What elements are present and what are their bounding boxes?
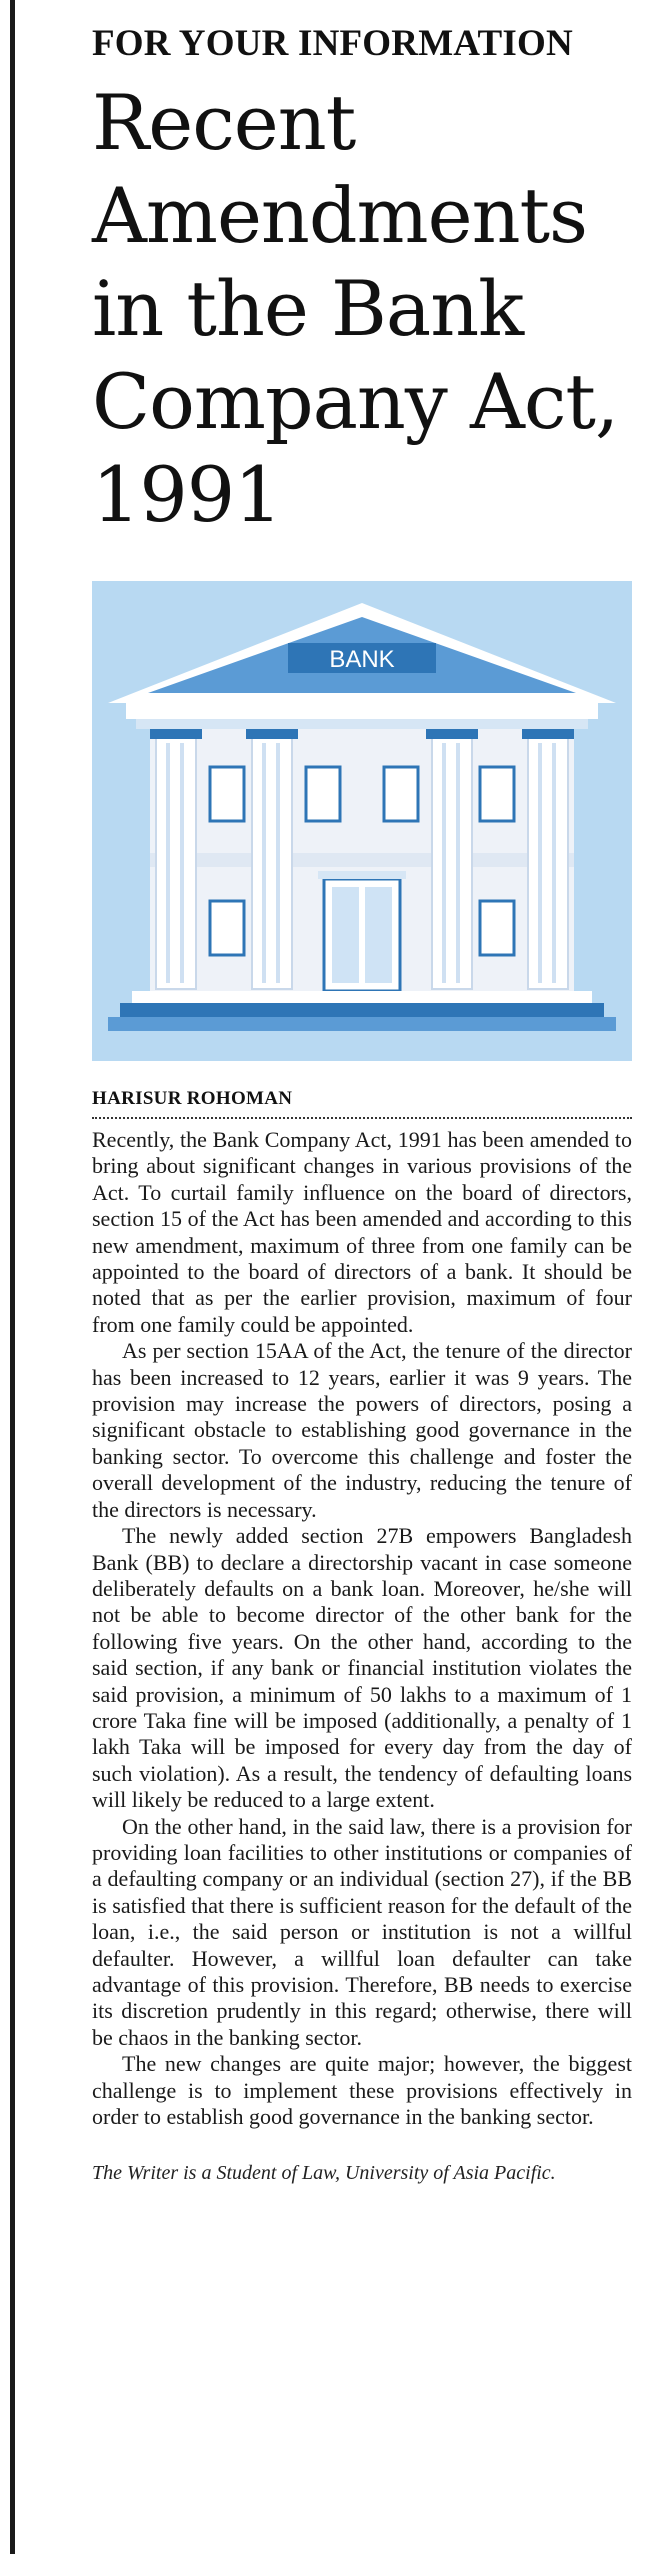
author-credit: The Writer is a Student of Law, University of Asia Pacific.	[92, 2162, 556, 2185]
section-kicker: FOR YOUR INFORMATION	[92, 23, 573, 64]
bank-building-icon	[92, 581, 632, 1061]
paragraph: Recently, the Bank Company Act, 1991 has been amended to bring about significant changes in various provisions of the Act. To curtail family influence on the board of directors, section 15 of the Act has been amended and according to this new amendment, maximum of three from one family can be appointed to the board of directors of a bank. It should be noted that as per the earlier provision, maximum of four from one family could be appointed.	[92, 1127, 632, 1337]
left-vertical-rule	[10, 0, 15, 2554]
article-column	[92, 0, 632, 2186]
step-1	[120, 1003, 604, 1017]
article-body	[92, 1127, 632, 2130]
dotted-divider	[92, 1117, 632, 1119]
paragraph: The newly added section 27B empowers Bangladesh Bank (BB) to declare a directorship vacant in case someone deliberately defaults on a bank loan. Moreover, he/she will not be able to become director of the other bank for the following five years. On the other hand, according to the said section, if any bank or financial institution violates the said provision, a minimum of 50 lakhs to a maximum of 1 crore Taka fine will be imposed (additionally, a penalty of 1 lakh Taka will be imposed for every day from the day of such violation). As a result, the tendency of defaulting loans will likely be reduced to a large extent.	[92, 1523, 632, 1813]
bank-sign-text: BANK	[329, 646, 395, 673]
byline: HARISUR ROHOMAN	[92, 1088, 293, 1109]
headline: Recent Amendments in the Bank Company Act, 1991	[92, 78, 619, 539]
paragraph: The new changes are quite major; however, the biggest challenge is to implement these provisions effectively in order to establish good governance in the banking sector.	[92, 2051, 632, 2130]
entablature	[126, 703, 598, 719]
base	[132, 991, 592, 1003]
paragraph: As per section 15AA of the Act, the tenure of the director has been increased to 12 years, earlier it was 9 years. The provision may increase the powers of directors, posing a significant obstacle to establishing good governance in the banking sector. To overcome this challenge and foster the overall development of the industry, reducing the tenure of the directors is necessary.	[92, 1338, 632, 1522]
step-2	[108, 1017, 616, 1031]
paragraph: On the other hand, in the said law, there is a provision for providing loan facilities to other institutions or companies of a defaulting company or an individual (section 27), if the BB is satisfied that there is sufficient reason for the default of the loan, i.e., the said person or institution is not a willful defaulter. However, a willful loan defaulter can take advantage of this provision. Therefore, BB needs to exercise its discretion prudently in this regard; otherwise, there will be chaos in the banking sector.	[92, 1813, 632, 2050]
